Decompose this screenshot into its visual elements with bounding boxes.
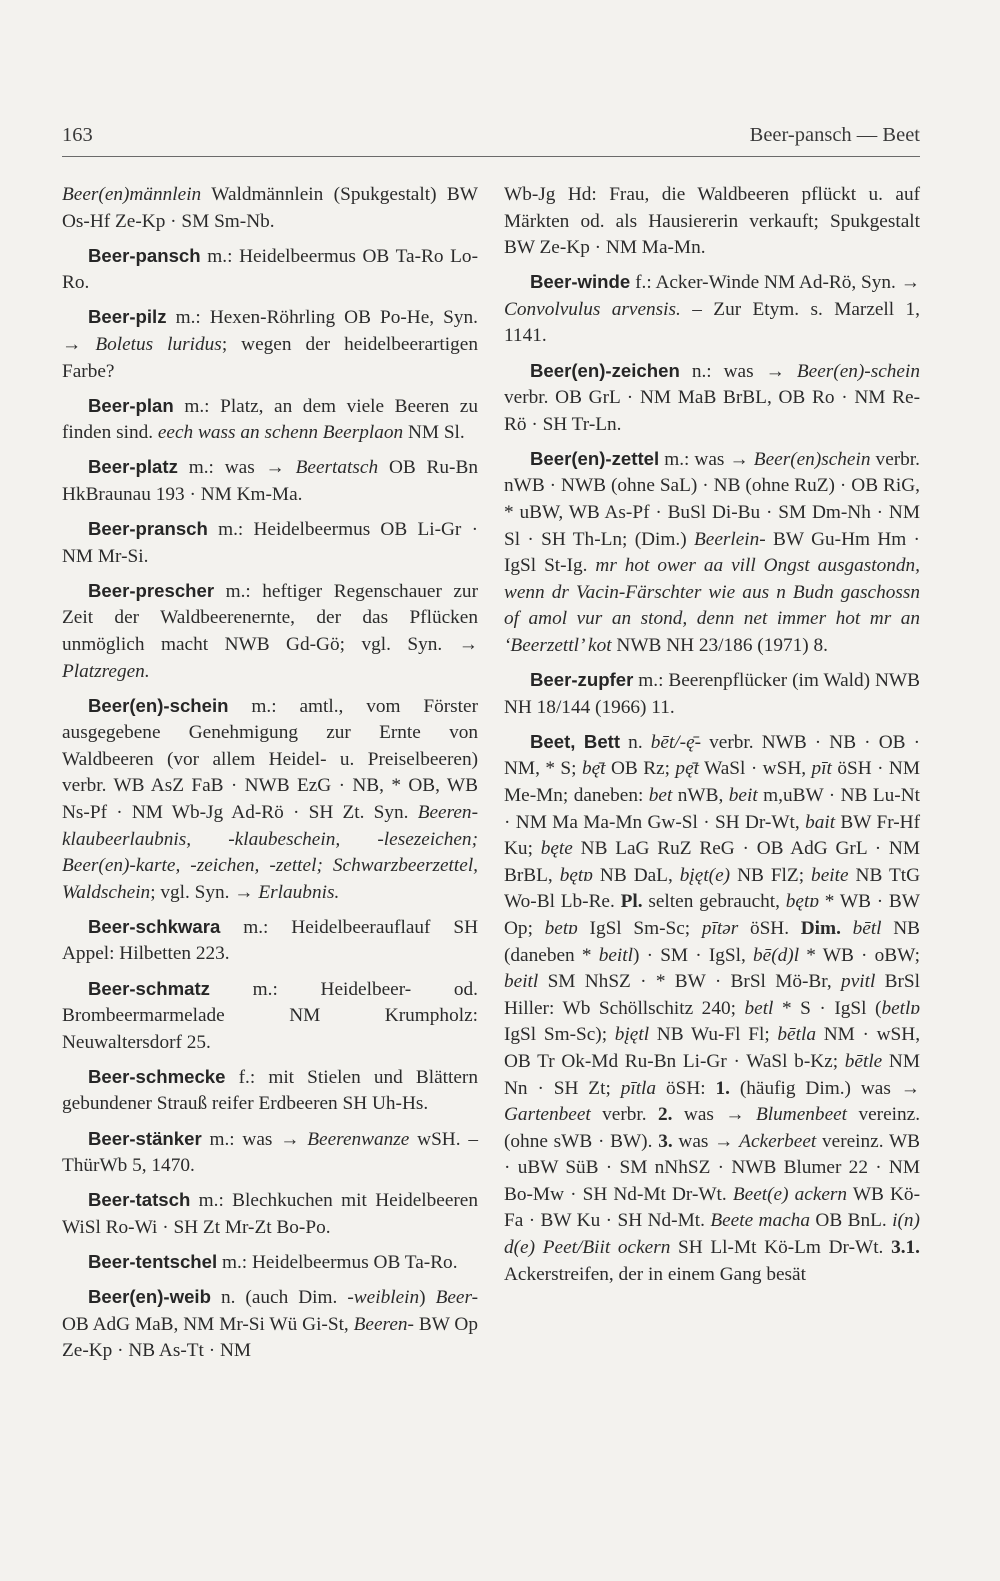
italic-text: Blumenbeet	[756, 1104, 848, 1126]
entry-text: NB LaG RuZ ReG · OB AdG GrL · NM BrBL,	[504, 838, 920, 886]
headword: Beer-winde	[530, 271, 631, 293]
italic-text: Beerenwanze	[307, 1128, 410, 1150]
dictionary-entry	[504, 729, 920, 1288]
entry-text: BrSl Hiller: Wb Schöllschitz 240;	[504, 971, 920, 1019]
headword: Beer(en)-schein	[88, 694, 229, 716]
headword: Beer(en)-zettel	[530, 447, 660, 469]
entry-text: OB BnL.	[809, 1210, 893, 1232]
dictionary-entry	[62, 304, 478, 385]
italic-text: Convolvulus arvensis.	[504, 298, 681, 320]
italic-text: Beeren-	[353, 1313, 414, 1335]
entry-text: m.: Heidelbeerauflauf SH Appel: Hilbetten 223.	[62, 916, 478, 965]
dictionary-entry	[62, 243, 478, 297]
italic-text: Erlaubnis.	[258, 881, 340, 903]
entry-text: ) · SM · IgSl,	[632, 944, 754, 966]
entry-text: * WB · oBW;	[799, 944, 920, 966]
entry-text: ; vgl. Syn. →	[150, 881, 259, 903]
italic-text: -weiblein	[347, 1286, 420, 1308]
dictionary-entry	[62, 693, 478, 907]
italic-text: bęte	[540, 838, 573, 860]
italic-text: Platzregen.	[62, 660, 150, 682]
dictionary-entry	[62, 1064, 478, 1118]
entry-text: NB (daneben *	[504, 917, 921, 966]
headword: Beer-zupfer	[530, 669, 634, 691]
italic-text: betl	[744, 997, 774, 1019]
headword: Beer-stänker	[88, 1127, 202, 1149]
entry-text: m.: Heidelbeermus OB Ta-Ro Lo-Ro.	[62, 245, 478, 294]
dictionary-entry	[62, 1187, 478, 1241]
entry-text: m.: Heidelbeermus OB Ta-Ro.	[217, 1251, 458, 1273]
entry-text: m.: Hexen-Röhrling OB Po-He, Syn. →	[62, 307, 478, 355]
entry-text: SM NhSZ · * BW · BrSl Mö-Br,	[538, 971, 842, 993]
entry-text: NWB NH 23/186 (1971) 8.	[611, 635, 828, 656]
bold-marker: 3.1.	[891, 1237, 920, 1259]
italic-text: Beer(en)männlein	[62, 184, 202, 205]
entry-text: wSH. – ThürWb 5, 1470.	[62, 1128, 478, 1177]
entry-text: SH Ll-Mt Kö-Lm Dr-Wt.	[670, 1237, 892, 1259]
header-rule	[62, 156, 920, 157]
italic-text: beite	[811, 864, 849, 886]
italic-text: bēt/-ę̄-	[650, 731, 702, 753]
entry-text: m.: was →	[201, 1128, 308, 1150]
italic-text: pvitl	[841, 971, 876, 993]
italic-text: bįęt(e)	[679, 864, 731, 886]
italic-text: betɒ	[544, 917, 578, 939]
page-number: 163	[62, 124, 93, 146]
entry-text: )	[419, 1286, 436, 1308]
entry-text: m.: Heidelbeermus OB Li-Gr · NM Mr-Si.	[62, 519, 478, 567]
italic-text: Boletus luridus	[95, 333, 222, 355]
right-column	[504, 182, 920, 1296]
entry-text: öSH:	[656, 1077, 716, 1099]
entry-text: * S · IgSl (	[773, 997, 882, 1019]
headword: Beer-pilz	[88, 306, 167, 328]
entry-text: * WB · BW Op;	[504, 891, 920, 939]
entry-text: NM · wSH, OB Tr Ok-Md Ru-Bn Li-Gr · WaSl b-Kz;	[504, 1024, 921, 1072]
entry-text: öSH · NM Me-Mn; daneben:	[504, 758, 921, 806]
entry-text: m.: Platz, an dem viele Beeren zu finden sind.	[62, 395, 478, 444]
italic-text: Beet(e) ackern	[732, 1183, 848, 1205]
entry-text: verbr. nWB · NWB (ohne SaL) · NB (ohne RuZ) · OB RiG, * uBW, WB As-Pf · BuSl Di-Bu · SM Dm-Nh · NM Sl · SH Th-Ln; (Dim.)	[504, 448, 920, 550]
bold-marker: 3.	[658, 1130, 673, 1152]
italic-text: mr hot ower aa vill Ongst ausgastondn, wenn dr Vacin-Färschter wie aus n Budn gaschossn of amol vur an stond, denn net immer hot mr an ‘Beerzettl’ kot	[504, 555, 920, 656]
entry-text: m.: was →	[659, 448, 754, 470]
headword: Beet, Bett	[530, 730, 621, 752]
italic-text: Beer(en)-schein	[796, 360, 920, 382]
running-title: Beer-pansch — Beet	[749, 124, 920, 146]
entry-text: OB AdG MaB, NM Mr-Si Wü Gi-St,	[62, 1313, 354, 1335]
entry-text: OB Rz;	[605, 758, 676, 780]
italic-text: Beerlein-	[693, 528, 766, 550]
dictionary-entry	[504, 269, 920, 350]
italic-text: eech wass an schenn Beerplaon	[157, 422, 404, 444]
entry-text: verbr. OB GrL · NM MaB BrBL, OB Ro · NM Re-Rö · SH Tr-Ln.	[504, 387, 920, 435]
headword: Beer-pransch	[88, 518, 208, 540]
italic-text: bętɒ	[785, 891, 819, 913]
italic-text: bętɒ	[559, 864, 593, 886]
entry-text: NM Nn · SH Zt;	[504, 1050, 920, 1099]
dictionary-entry	[504, 358, 920, 439]
page-header	[62, 124, 920, 147]
entry-text: n. (auch Dim.	[210, 1286, 348, 1308]
entry-text: vereinz. WB · uBW SüB · SM nNhSZ · NWB Blumer 22 · NM Bo-Mw · SH Nd-Mt Dr-Wt.	[504, 1130, 921, 1205]
entry-text: WB Kö-Fa · BW Ku · SH Nd-Mt.	[504, 1183, 920, 1232]
entry-text: NB DaL,	[592, 864, 680, 886]
italic-text: bētle	[844, 1050, 883, 1072]
headword: Beer-schmatz	[88, 977, 210, 999]
italic-text: pītla	[620, 1077, 657, 1099]
headword: Beer-prescher	[88, 579, 215, 601]
headword: Beer(en)-weib	[88, 1285, 211, 1307]
entry-text	[841, 918, 853, 939]
entry-text: nWB,	[672, 784, 729, 806]
italic-text: bįętl	[614, 1024, 650, 1046]
bold-marker: 2.	[658, 1104, 673, 1126]
entry-text: verbr. NWB · NB · OB · NM, * S;	[504, 731, 921, 780]
entry-text: m.: Heidelbeer- od. Brombeermarmelade NM Krumpholz: Neuwaltersdorf 25.	[62, 978, 478, 1053]
italic-text: Ackerbeet	[739, 1130, 817, 1152]
headword: Beer-schmecke	[88, 1065, 226, 1087]
entry-text: WaSl · wSH,	[698, 758, 812, 780]
italic-text: bētl	[852, 917, 882, 939]
dictionary-entry	[62, 454, 478, 508]
italic-text: Beete macha	[710, 1210, 810, 1232]
entry-text: NB Wu-Fl Fl;	[649, 1024, 778, 1046]
entry-text: ; wegen der heidelbeerartigen Farbe?	[62, 333, 478, 382]
entry-text: was →	[672, 1130, 740, 1152]
entry-text: m,uBW · NB Lu-Nt · NM Ma Ma-Mn Gw-Sl · SH Dr-Wt,	[504, 784, 920, 833]
entry-text: NB FlZ;	[730, 864, 812, 886]
italic-text: beitl	[504, 971, 539, 993]
headword: Beer-schkwara	[88, 915, 221, 937]
dictionary-entry	[62, 578, 478, 685]
italic-text: bet	[648, 784, 673, 806]
headword: Beer-tatsch	[88, 1189, 191, 1211]
dictionary-entry	[504, 182, 920, 262]
entry-text: NM Sl.	[403, 422, 465, 444]
entry-text: selten gebraucht,	[642, 891, 786, 913]
entry-text: BW Fr-Hf Ku;	[504, 811, 920, 860]
headword: Beer(en)-zeichen	[530, 359, 680, 381]
italic-text: pītər	[701, 917, 739, 939]
italic-text: pę̄t	[675, 758, 699, 780]
entry-text: öSH.	[738, 917, 801, 939]
italic-text: beitl	[598, 944, 633, 966]
entry-text: verbr.	[590, 1104, 659, 1126]
entry-text: m.: Blechkuchen mit Heidelbeeren WiSl Ro-Wi · SH Zt Mr-Zt Bo-Po.	[62, 1190, 478, 1238]
dictionary-entry	[62, 516, 478, 570]
entry-text: BW Op Ze-Kp · NB As-Tt · NM	[62, 1313, 478, 1362]
italic-text: betlɒ	[881, 997, 921, 1019]
italic-text: bē(d)l	[753, 944, 800, 966]
entry-text: Wb-Jg Hd: Frau, die Waldbeeren pflückt u. auf Märkten od. als Hausiererin verkauft; Spukgestalt BW Ze-Kp · NM Ma-Mn.	[504, 184, 920, 259]
italic-text: bait	[805, 811, 836, 833]
headword: Beer-tentschel	[88, 1250, 218, 1272]
entry-text: n.: was →	[679, 360, 797, 382]
dictionary-entry	[62, 976, 478, 1057]
bold-marker: Pl.	[620, 891, 643, 913]
entry-text: Waldmännlein (Spukgestalt) BW Os-Hf Ze-Kp · SM Sm-Nb.	[62, 184, 478, 232]
entry-text: IgSl Sm-Sc);	[504, 1024, 615, 1046]
entry-text: f.: Acker-Winde NM Ad-Rö, Syn. →	[630, 272, 920, 294]
entry-text: n.	[620, 731, 651, 753]
entry-text: NB TtG Wo-Bl Lb-Re.	[504, 864, 921, 913]
entry-text: IgSl Sm-Sc;	[577, 917, 702, 939]
dictionary-entry	[62, 1284, 478, 1365]
italic-text: Gartenbeet	[504, 1104, 591, 1126]
entry-text: f.: mit Stielen und Blättern gebundener Strauß reifer Erdbeeren SH Uh-Hs.	[62, 1066, 478, 1115]
entry-text: was →	[672, 1104, 757, 1126]
entry-text: (häufig Dim.) was →	[729, 1077, 921, 1099]
entry-text: m.: was →	[177, 457, 296, 479]
italic-text: i(n) d(e) Peet/Biit ockern	[504, 1210, 920, 1259]
italic-text: Beer-	[435, 1286, 478, 1308]
dictionary-entry	[62, 182, 478, 235]
italic-text: bę̄t	[581, 758, 606, 780]
italic-text: Beertatsch	[295, 457, 379, 479]
dictionary-entry	[504, 446, 920, 660]
headword: Beer-plan	[88, 394, 174, 416]
left-column	[62, 182, 478, 1372]
entry-text: BW Gu-Hm Hm · IgSl St-Ig.	[504, 528, 920, 577]
bold-marker: 1.	[715, 1077, 730, 1099]
entry-text: m.: amtl., vom Förster ausgegebene Genehmigung zur Ernte von Waldbeeren (vor allem Heidel- u. Preiselbeeren) verbr. WB AsZ FaB · NWB EzG · NB, * OB, WB Ns-Pf · NM Wb-Jg Ad-Rö · SH Zt. Syn.	[62, 695, 478, 823]
dictionary-entry	[62, 1126, 478, 1180]
headword: Beer-platz	[88, 456, 178, 478]
entry-text: – Zur Etym. s. Marzell 1, 1141.	[504, 298, 920, 347]
italic-text: beit	[728, 784, 758, 806]
entry-text: OB Ru-Bn HkBraunau 193 · NM Km-Ma.	[62, 457, 478, 505]
dictionary-entry	[62, 914, 478, 968]
dictionary-entry	[62, 1249, 478, 1277]
italic-text: pīt	[811, 758, 832, 780]
italic-text: Beeren-klaubeerlaubnis, -klaubeschein, -lesezeichen; Beer(en)-karte, -zeichen, -zettel; Schwarzbeerzettel, Waldschein	[62, 801, 478, 903]
bold-marker: Dim.	[800, 917, 841, 939]
italic-text: bētla	[777, 1024, 816, 1046]
italic-text: Beer(en)schein	[753, 448, 871, 470]
dictionary-entry	[504, 667, 920, 721]
entry-text: Ackerstreifen, der in einem Gang besät	[504, 1263, 806, 1285]
dictionary-entry	[62, 393, 478, 447]
entry-text: vereinz. (ohne sWB · BW).	[504, 1104, 921, 1152]
entry-text: m.: heftiger Regenschauer zur Zeit der Waldbeerenernte, der das Pflücken unmöglich macht NWB Gd-Gö; vgl. Syn. →	[62, 580, 478, 655]
entry-text: m.: Beerenpflücker (im Wald) NWB NH 18/144 (1966) 11.	[504, 670, 920, 718]
headword: Beer-pansch	[88, 244, 201, 266]
